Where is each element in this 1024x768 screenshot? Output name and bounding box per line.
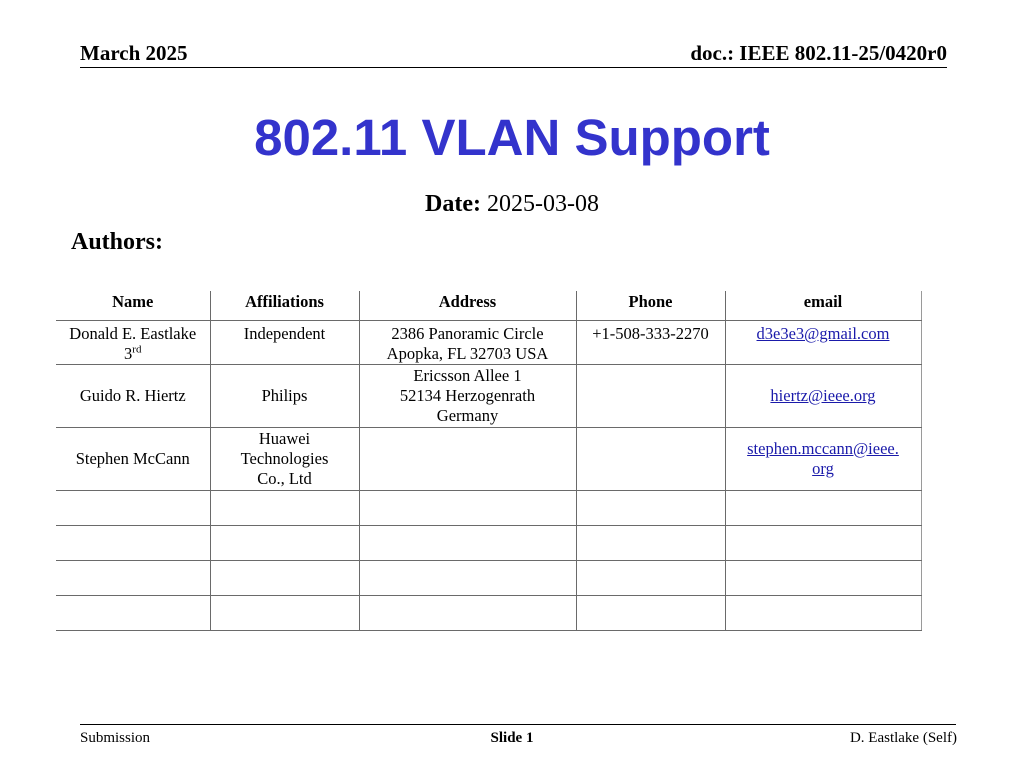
header-date: March 2025 [80, 41, 188, 65]
date-line [0, 189, 1024, 219]
author-affiliation [210, 428, 359, 491]
footer-submission: Submission [80, 730, 151, 746]
empty-table-row [56, 491, 921, 526]
author-affiliation: Independent [210, 321, 359, 365]
affiliation-line: Technologies [240, 449, 329, 468]
author-phone: +1-508-333-2270 [576, 321, 725, 365]
author-email [725, 428, 921, 491]
author-email [725, 321, 921, 365]
address-line: Ericsson Allee 1 [413, 366, 522, 385]
author-address [359, 365, 576, 428]
email-link[interactable]: stephen.mccann@ieee. org [747, 439, 899, 478]
email-link[interactable]: d3e3e3@gmail.com [756, 324, 890, 343]
col-header-affiliations: Affiliations [210, 291, 359, 321]
affiliation-line: Co., Ltd [257, 469, 312, 488]
footer-rule [80, 724, 956, 725]
slide-title: 802.11 VLAN Support [254, 109, 770, 166]
col-header-name: Name [56, 291, 210, 321]
address-line: 2386 Panoramic Circle [391, 324, 544, 343]
empty-table-row [56, 561, 921, 596]
author-address [359, 321, 576, 365]
table-row [56, 428, 921, 491]
email-link[interactable]: hiertz@ieee.org [770, 386, 876, 405]
empty-table-row [56, 596, 921, 631]
author-name-line2: 3 [124, 344, 133, 363]
author-name [56, 321, 210, 365]
header-doc-id: doc.: IEEE 802.11-25/0420r0 [690, 41, 947, 65]
header-rule [80, 67, 947, 68]
address-line: 52134 Herzogenrath [399, 386, 536, 405]
col-header-email: email [725, 291, 921, 321]
author-phone [576, 365, 725, 428]
date-label: Date: [425, 191, 481, 217]
author-name: Guido R. Hiertz [56, 365, 210, 428]
affiliation-line: Huawei [258, 429, 311, 448]
address-line: Apopka, FL 32703 USA [386, 344, 549, 363]
authors-label: Authors: [71, 229, 164, 255]
address-line: Germany [436, 406, 499, 425]
date-value: 2025-03-08 [480, 191, 599, 217]
author-address [359, 428, 576, 491]
footer-author: D. Eastlake (Self) [849, 730, 957, 746]
col-header-address: Address [359, 291, 576, 321]
author-phone [576, 428, 725, 491]
authors-table [56, 291, 922, 631]
col-header-phone: Phone [576, 291, 725, 321]
author-affiliation: Philips [210, 365, 359, 428]
author-name-line1: Donald E. Eastlake [69, 324, 197, 343]
author-name-suffix: rd [132, 343, 142, 356]
author-name: Stephen McCann [56, 428, 210, 491]
table-row [56, 321, 921, 365]
table-header-row [56, 291, 921, 321]
table-row [56, 365, 921, 428]
empty-table-row [56, 526, 921, 561]
footer-slide-number: Slide 1 [490, 730, 534, 746]
author-email [725, 365, 921, 428]
